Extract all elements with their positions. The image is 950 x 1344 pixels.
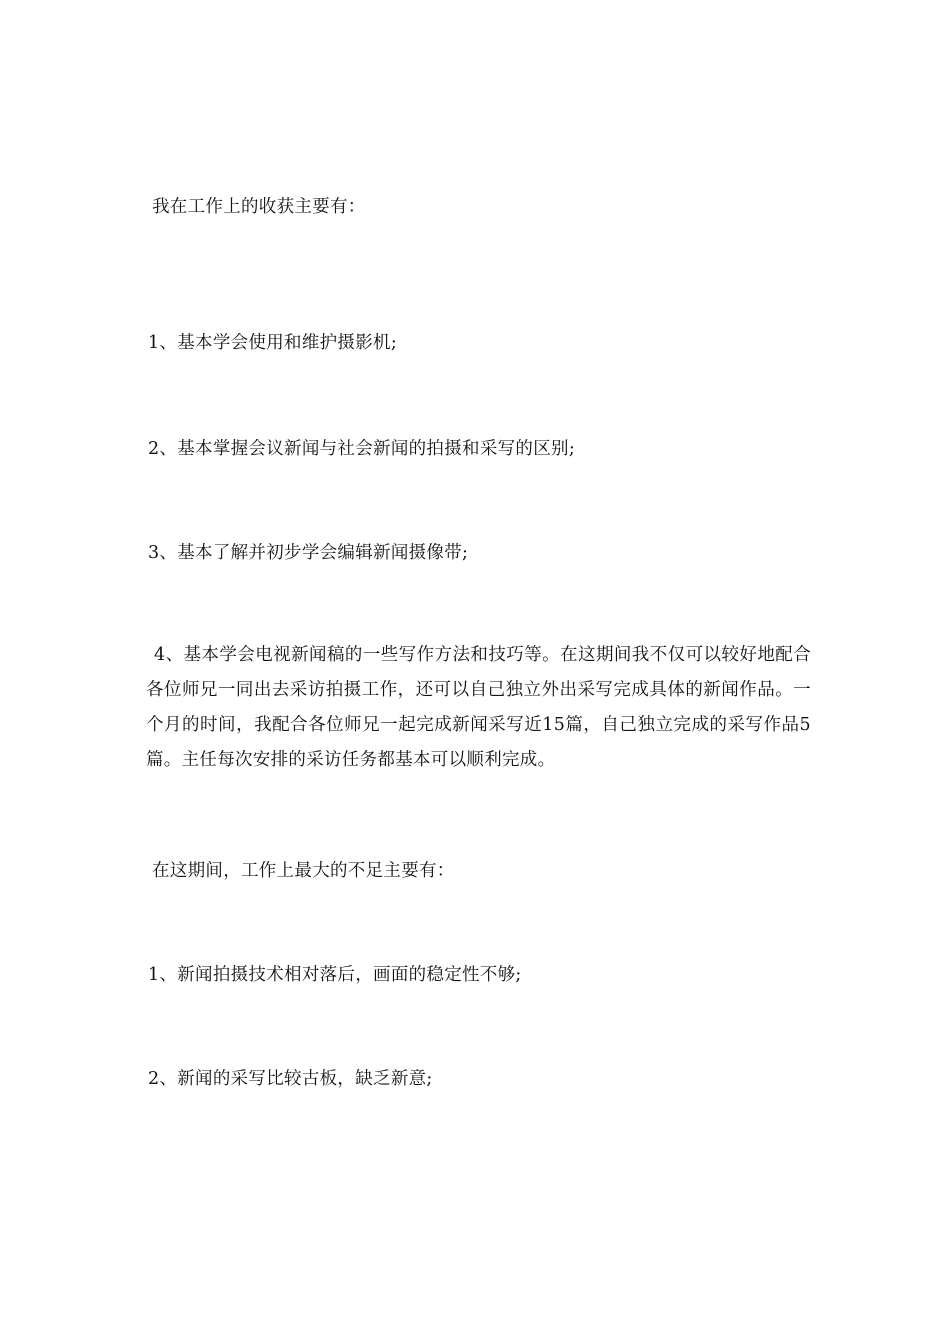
gain-item-4: 4、基本学会电视新闻稿的一些写作方法和技巧等。在这期间我不仅可以较好地配合各位师兄一同出去采访拍摄工作，还可以自己独立外出采写完成具体的新闻作品。一个月的时间，我配合各位师兄一起完成新闻采写近15篇，自己独立完成的采写作品5篇。主任每次安排的采访任务都基本可以顺利完成。 — [146, 645, 811, 770]
gain-item-3: 3、基本了解并初步学会编辑新闻摄像带; — [148, 543, 469, 563]
gains-heading: 我在工作上的收获主要有： — [152, 197, 366, 217]
gain-item-1: 1、基本学会使用和维护摄影机; — [148, 333, 398, 353]
gain-item-2: 2、基本掌握会议新闻与社会新闻的拍摄和采写的区别; — [148, 439, 576, 459]
shortcomings-heading: 在这期间，工作上最大的不足主要有： — [152, 861, 455, 881]
shortcoming-item-2: 2、新闻的采写比较古板，缺乏新意; — [148, 1069, 433, 1089]
shortcoming-item-1: 1、新闻拍摄技术相对落后，画面的稳定性不够; — [148, 965, 522, 985]
